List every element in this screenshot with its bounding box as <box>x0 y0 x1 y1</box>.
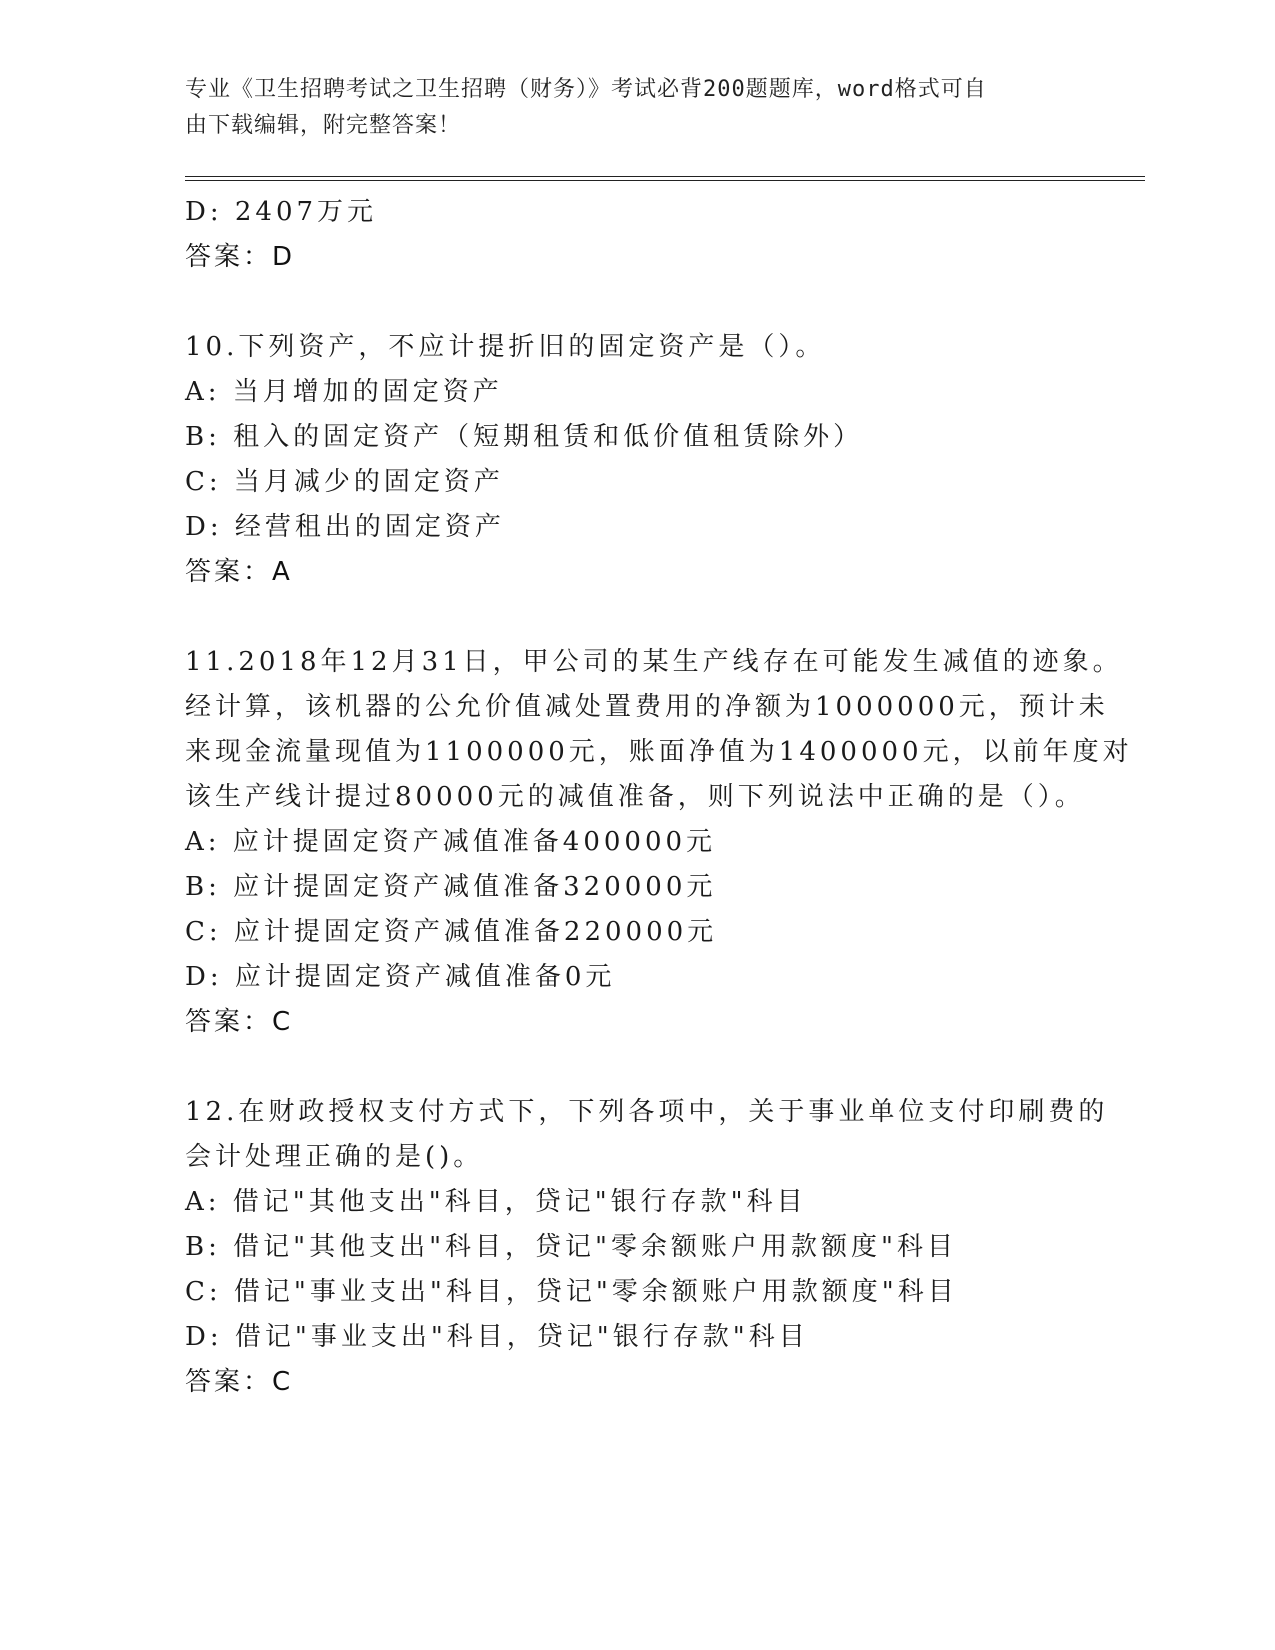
option-c: C: 借记"事业支出"科目，贷记"零余额账户用款额度"科目 <box>185 1277 958 1307</box>
option-d: D: 应计提固定资产减值准备0元 <box>185 962 616 992</box>
header-title-line-2: 由下载编辑，附完整答案！ <box>185 113 462 138</box>
option-c: C: 当月减少的固定资产 <box>185 467 504 497</box>
question-stem: 10.下列资产，不应计提折旧的固定资产是（）。 <box>185 332 826 362</box>
header-divider-bottom <box>185 180 1145 181</box>
spacer <box>185 280 1085 325</box>
question-stem-line: 该生产线计提过80000元的减值准备，则下列说法中正确的是（）。 <box>185 782 1085 812</box>
question-12 <box>185 1090 1109 1405</box>
answer: 答案：C <box>185 1007 294 1037</box>
question-stem-line: 会计处理正确的是()。 <box>185 1142 484 1172</box>
question-stem-line: 12.在财政授权支付方式下，下列各项中，关于事业单位支付印刷费的 <box>185 1097 1109 1127</box>
prev-question-option-d: D: 2407万元 <box>185 197 378 227</box>
option-d: D: 借记"事业支出"科目，贷记"银行存款"科目 <box>185 1322 809 1352</box>
option-c: C: 应计提固定资产减值准备220000元 <box>185 917 718 947</box>
prev-question-answer: 答案：D <box>185 242 296 272</box>
answer: 答案：A <box>185 557 293 587</box>
question-stem-line: 来现金流量现值为1100000元，账面净值为1400000元，以前年度对 <box>185 737 1133 767</box>
answer: 答案：C <box>185 1367 294 1397</box>
spacer <box>185 595 1085 640</box>
option-a: A: 应计提固定资产减值准备400000元 <box>185 827 717 857</box>
header-title-line-1: 专业《卫生招聘考试之卫生招聘（财务）》考试必背200题题库，word格式可自 <box>185 77 987 102</box>
question-stem-line: 经计算，该机器的公允价值减处置费用的净额为1000000元，预计未 <box>185 692 1109 722</box>
document-header <box>185 72 1065 144</box>
header-divider-top <box>185 176 1145 177</box>
document-body <box>185 190 1133 1405</box>
option-b: B: 应计提固定资产减值准备320000元 <box>185 872 717 902</box>
question-stem-line: 11.2018年12月31日，甲公司的某生产线存在可能发生减值的迹象。 <box>185 647 1123 677</box>
option-b: B: 借记"其他支出"科目，贷记"零余额账户用款额度"科目 <box>185 1232 957 1262</box>
question-10 <box>185 325 1085 595</box>
option-d: D: 经营租出的固定资产 <box>185 512 505 542</box>
option-a: A: 借记"其他支出"科目，贷记"银行存款"科目 <box>185 1187 807 1217</box>
option-b: B: 租入的固定资产（短期租赁和低价值租赁除外） <box>185 422 864 452</box>
spacer <box>185 1045 1085 1090</box>
question-11 <box>185 640 1133 1045</box>
option-a: A: 当月增加的固定资产 <box>185 377 503 407</box>
